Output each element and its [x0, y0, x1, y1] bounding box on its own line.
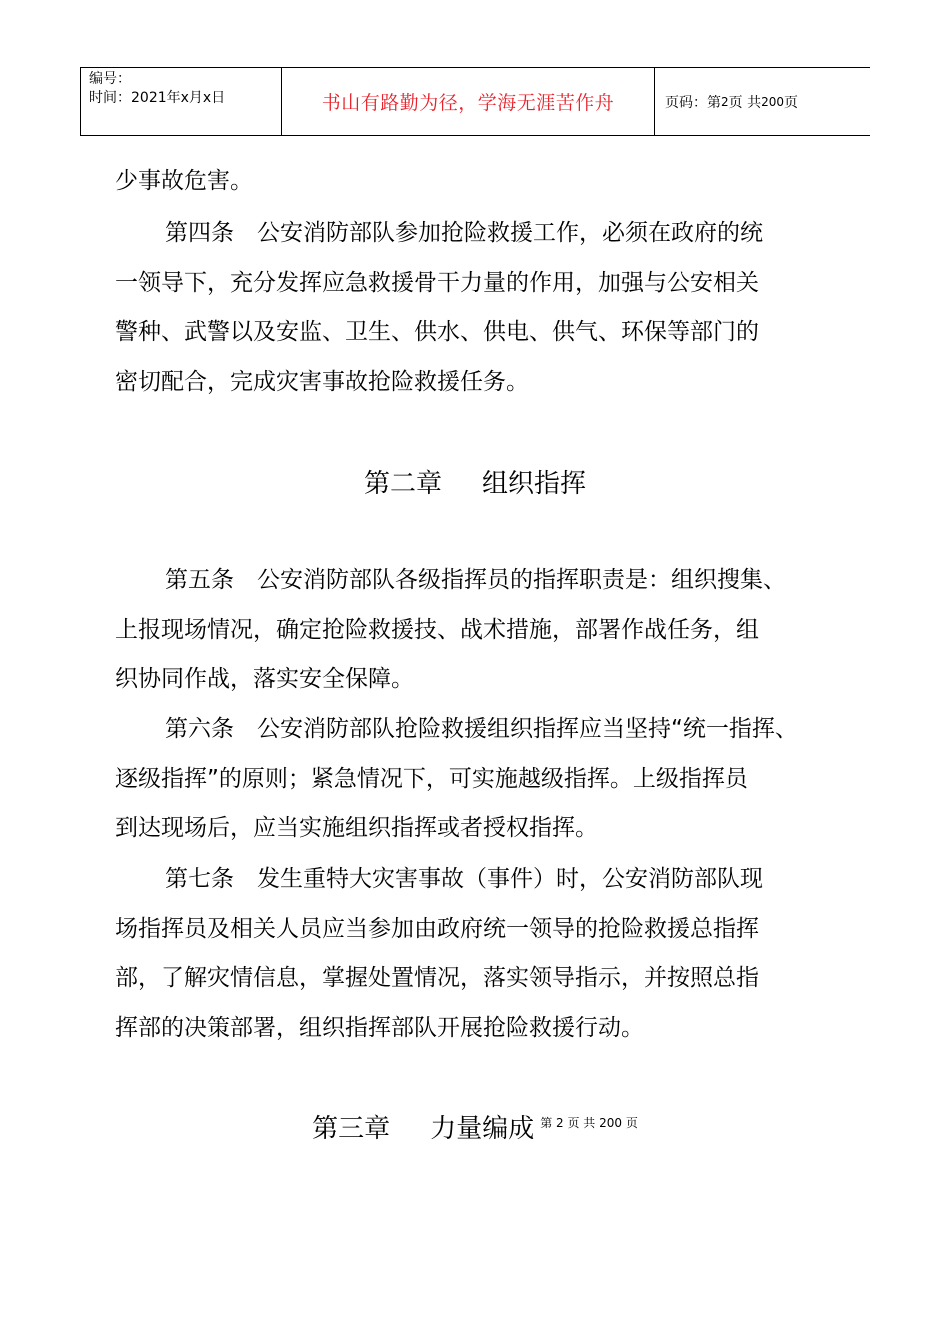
text-line: 第六条 公安消防部队抢险救援组织指挥应当坚持“统一指挥、	[165, 716, 798, 742]
page-header	[80, 67, 870, 136]
chapter-3-heading	[0, 1108, 950, 1145]
page-footnote: 第 2 页 共 200 页	[540, 1116, 638, 1131]
text-line: 第四条 公安消防部队参加抢险救援工作，必须在政府的统	[165, 220, 763, 246]
page-info-total: 200	[761, 94, 784, 109]
text-line: 织协同作战，落实安全保障。	[115, 666, 414, 692]
text-line: 密切配合，完成灾害事故抢险救援任务。	[115, 368, 529, 395]
text-line: 挥部的决策部署，组织指挥部队开展抢险救援行动。	[115, 1014, 644, 1041]
text-line: 少事故危害。	[115, 168, 253, 194]
article-6-paragraph	[115, 705, 855, 854]
text-line: 一领导下，充分发挥应急救援骨干力量的作用，加强与公安相关	[115, 269, 759, 296]
page-info-mid: 页 共	[728, 94, 762, 111]
text-line: 第七条 发生重特大灾害事故（事件）时，公安消防部队现	[165, 866, 763, 892]
chapter-number: 第二章	[363, 469, 442, 499]
header-motto-cell	[282, 68, 655, 135]
text-line: 逐级指挥”的原则；紧急情况下，可实施越级指挥。上级指挥员	[115, 765, 748, 792]
chapter-2-heading	[0, 463, 950, 500]
text-line: 警种、武警以及安监、卫生、供水、供电、供气、环保等部门的	[115, 319, 759, 345]
document-number-label: 编号：	[89, 71, 131, 87]
page-info-prefix: 页码：第	[665, 94, 721, 111]
article-4-paragraph	[115, 209, 855, 407]
paragraph-continuation	[115, 157, 855, 207]
text-line: 上报现场情况，确定抢险救援技、战术措施，部署作战任务，组	[115, 616, 759, 643]
text-line: 场指挥员及相关人员应当参加由政府统一领导的抢险救援总指挥	[115, 915, 759, 942]
chapter-title: 力量编成	[430, 1114, 535, 1144]
header-meta-cell	[80, 68, 282, 135]
chapter-number: 第三章	[312, 1114, 391, 1144]
text-line: 到达现场后，应当实施组织指挥或者授权指挥。	[115, 815, 598, 841]
text-line: 部，了解灾情信息，掌握处置情况，落实领导指示，并按照总指	[115, 965, 759, 991]
document-date-label: 时间：2021年x月x日	[89, 90, 226, 106]
article-5-paragraph	[115, 556, 855, 705]
text-line: 第五条 公安消防部队各级指挥员的指挥职责是：组织搜集、	[165, 567, 786, 593]
header-page-cell	[655, 68, 870, 135]
article-7-paragraph	[115, 855, 855, 1053]
chapter-title: 组织指挥	[482, 469, 587, 499]
page-info-suffix: 页	[784, 94, 798, 111]
header-motto: 书山有路勤为径，学海无涯苦作舟	[321, 92, 615, 114]
page-info-number: 2	[721, 94, 729, 109]
